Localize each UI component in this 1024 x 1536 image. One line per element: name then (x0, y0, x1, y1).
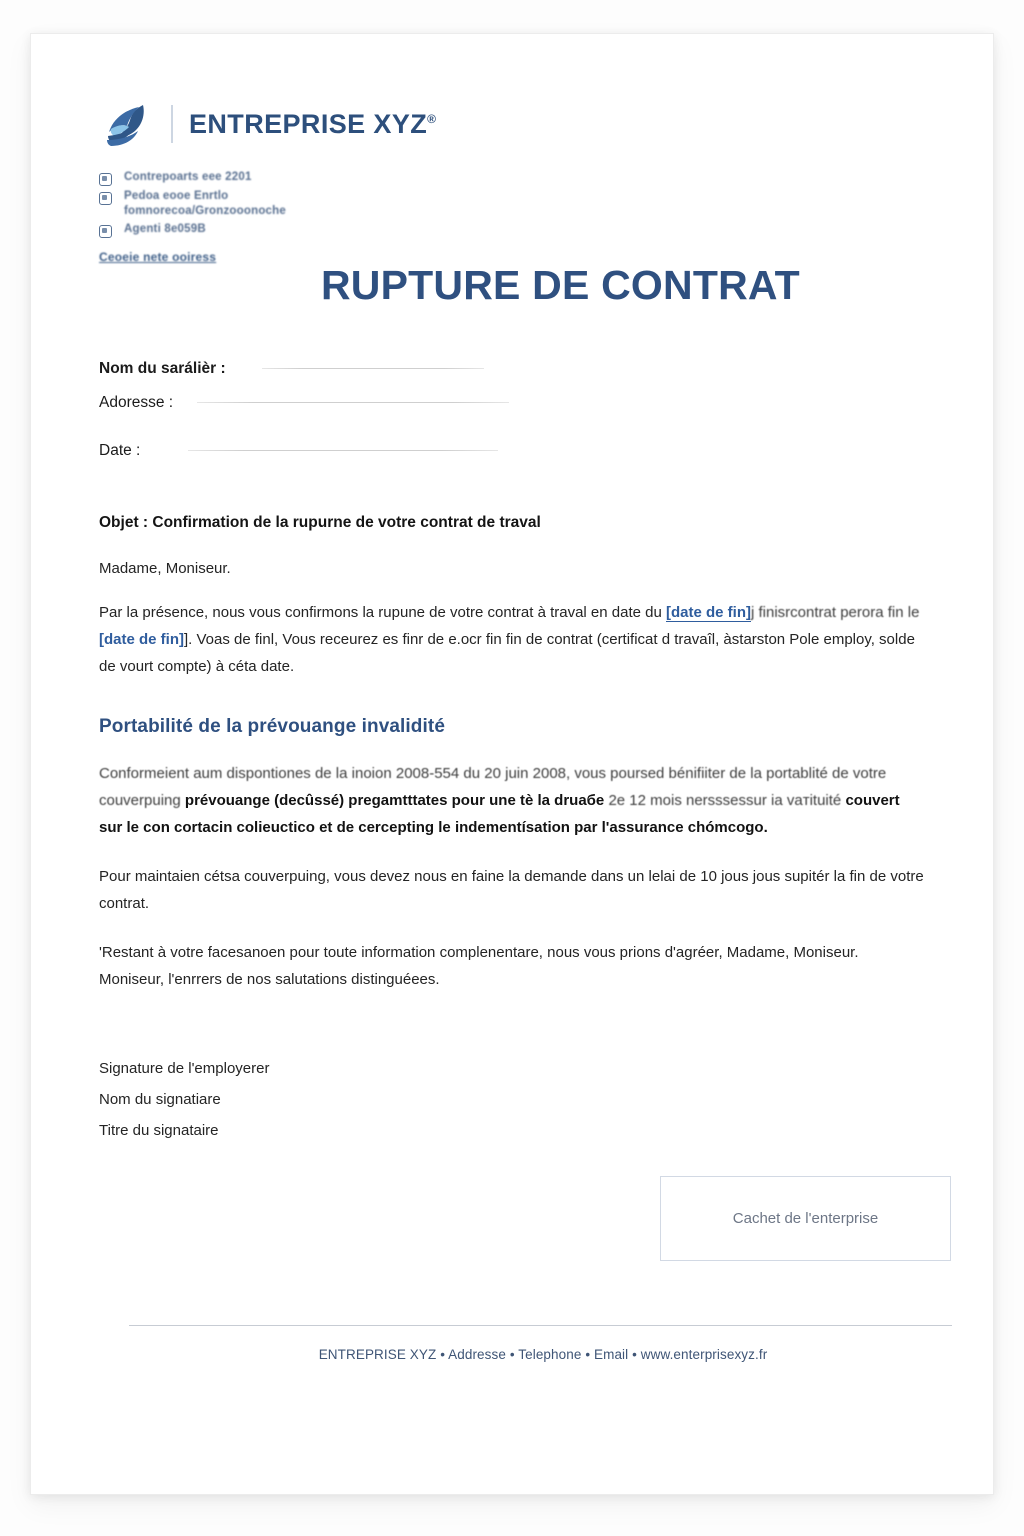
letterhead (99, 96, 927, 152)
field-row-address (99, 394, 927, 428)
address-input[interactable] (197, 402, 509, 403)
para1-part1: Par la présence, nous vous confirmons la rupune de votre contrat à traval en date du (99, 604, 666, 621)
logo-divider (171, 105, 173, 143)
brand-name-text: ENTREPRISE XYZ (189, 108, 428, 139)
contact-line: Contrepoarts eee 2201 (124, 171, 252, 183)
brand-name (189, 109, 436, 140)
signature-block (99, 1053, 927, 1146)
date-de-fin-placeholder[interactable]: [date de fin] (666, 604, 751, 621)
signature-line-employer: Signature de l'employerer (99, 1060, 270, 1077)
date-input[interactable] (188, 450, 498, 451)
contact-website-link[interactable]: Ceoeie nete ooiress (99, 250, 217, 264)
contact-row (99, 189, 927, 219)
paragraph-request-deadline: Pour maintaien cétsa couverpuing, vous devez nous en faine la demande dans un lelai de 10 jous jous supitér la fin de votre contrat. (99, 868, 924, 912)
phone-icon (99, 173, 112, 186)
paragraph-portability (99, 760, 927, 841)
paragraph-closing: 'Restant à votre facesanoen pour toute information complenentare, nous vous prions d'agréer, Madame, Moniseur. Moniseur, l'enrrers de nos salutations distinguéees. (99, 944, 859, 988)
location-icon (99, 192, 112, 205)
subject-line: Objet : Confirmation de la rupurne de votre contrat de traval (99, 514, 541, 531)
date-label: Date : (99, 442, 141, 459)
field-row-employee-name (99, 360, 927, 394)
document-body (99, 96, 927, 1146)
para2-bold2: couvert sur le con cortacin colieuctico et de cercepting le indementísation par l'assurance chómcogo. (99, 792, 900, 836)
para1-part3: ]. Voas de finl, Vous receurez es finr de e.ocr fin fin de contrat (certificat d travaîl, àstarston Pole employ, solde de vourt compte) à céta date. (99, 631, 915, 675)
paragraph-termination-notice (99, 599, 927, 680)
date-de-fin-placeholder[interactable]: [date de fin] (99, 631, 184, 648)
signature-line-name: Nom du signatiare (99, 1091, 221, 1108)
section-heading-portabilite: Portabilité de la prévouange invalidité (99, 716, 445, 737)
recipient-fields (99, 360, 927, 476)
field-row-date (99, 442, 927, 476)
footer-contact-line: ENTREPRISE XYZ • Addresse • Telephone • Email • www.enterprisexyz.fr (318, 1347, 768, 1362)
contact-block (99, 170, 927, 264)
contact-line (124, 189, 286, 219)
signature-line-title: Titre du signataire (99, 1122, 219, 1139)
email-icon (99, 225, 112, 238)
para2-bold1: prévouange (decûssé) pregamtttates pour une tè la druaбe (184, 792, 605, 809)
document-page (30, 33, 994, 1495)
para2-part2: 2e 12 mois nersssessur ia vaтituité (604, 792, 846, 809)
contact-row (99, 222, 927, 238)
footer-divider (129, 1325, 952, 1326)
para1-part2: j finisrcontrat perora fin le (751, 604, 920, 621)
salutation: Madame, Moniseur. (99, 560, 231, 577)
registered-mark: ® (427, 111, 437, 126)
wave-swoosh-logo-icon (99, 99, 155, 149)
contact-line-b: fomnorecoa/Gronzooonoche (124, 205, 286, 217)
employee-name-label: Nom du sarálièr : (99, 360, 226, 377)
contact-line-a: Pedoa eooe Enrtlo (124, 190, 229, 202)
address-label: Adoresse : (99, 394, 174, 411)
page-title: RUPTURE DE CONTRAT (321, 262, 800, 308)
employee-name-input[interactable] (262, 368, 484, 369)
contact-line: Agenti 8e059B (124, 223, 206, 235)
contact-row (99, 170, 927, 186)
company-stamp-label: Cachet de l'enterprise (732, 1210, 879, 1227)
para2-part1: Conformeient aum dispontiones de la inoion 2008-554 du 20 juin 2008, vous poursed bénifiiter de la portablité de votre couverpuing (99, 765, 887, 809)
company-stamp-box[interactable] (660, 1176, 951, 1261)
